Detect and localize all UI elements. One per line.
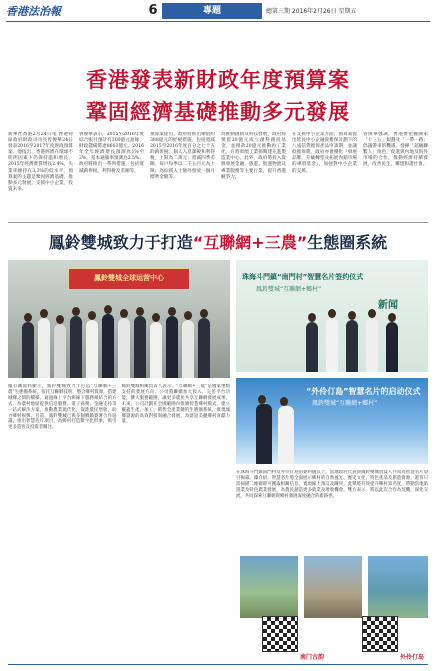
person-figure [166, 316, 178, 378]
person-figure [256, 404, 272, 464]
launch-ceremony-photo [236, 378, 428, 464]
article2-body [8, 384, 230, 662]
person-figure [86, 320, 98, 378]
article2-column: 據有關資料顯示，鳳鈴雙城致力于打造“互聯網+三農”生態圈系統，依托互聯網技術，整合鄉村資源，搭建城鄉之間的橋樑。通過線上平台與線下服務相結合的方式，為農村地區提供信息服務、電子商務、金融支持等一站式解決方案，推動農業現代化，促進農民增收，助力鄉村振興。目前，鳳鈴雙城已與多個鄉鎮簽署合作協議，推出智慧名片項目，為鄉村打造數字化形象，吸引更多遊客及投資者關注。 [8, 384, 117, 431]
qr-code[interactable] [362, 616, 398, 652]
section-label: 專題 [162, 3, 262, 19]
qr-code[interactable] [262, 616, 298, 652]
person-figure [150, 322, 162, 378]
dateline: 總第三期 2016年2月26日 星期五 [266, 8, 357, 15]
article2-headline-highlight: “互聯網+三農” [192, 233, 308, 252]
person-figure [306, 322, 318, 372]
article2-headline-suffix: 生態圈系統 [307, 233, 388, 252]
group-photo [8, 260, 230, 378]
scenery-photo [304, 556, 362, 618]
photo-banner [68, 268, 190, 290]
person-figure [102, 314, 114, 378]
person-figure [346, 320, 358, 372]
launch-ceremony-subtitle: 鳳鈴雙城“互聯網+鄉村” [312, 400, 378, 407]
person-figure [38, 318, 50, 378]
signing-ceremony-tag: 新闻 [378, 300, 398, 311]
article1-headline-line2: 鞏固經濟基礎推動多元發展 [86, 100, 350, 124]
photo-banner-text: 鳳鈴雙城全球运营中心 [94, 274, 164, 282]
article2-right-column: 在珠海斗門鎮南門村及外伶仃島的簽約儀式上，當地政府代表與鳳鈴雙城負責人共同為智慧名片項目揭幕。據介紹，智慧名片將全面展示鄉村的自然風光、歷史文化、特色產品及旅遊資源，遊客只需掃描二維碼即可獲取相關信息，實現線上預訂及購買。此舉將有效提升鄉村知名度，帶動當地旅遊業及特色農業發展，為農民創造更多就業及增收機會。雙方表示，將以此次合作為契機，深化交流，共同探索互聯網與鄉村發展深度融合的新路徑。 [236, 470, 428, 499]
person-figure [22, 322, 34, 378]
page-header [0, 0, 436, 22]
article1-headline-line1: 香港發表新財政年度預算案 [86, 68, 350, 92]
article1-column: 曾俊華表示，2015至2016年度綜合賬目預計有300億元盈餘，財政儲備將達8603億元。2016年全年經濟增長預測為1%至2%，基本通脹率預測為2.5%。政府將推出一系列措施，包括寬減薪俸稅、利得稅及差餉等。 [79, 132, 144, 174]
person-figure [198, 318, 210, 378]
signing-ceremony-subtitle: 鳳鈴雙城“互聯網+鄉村” [256, 286, 322, 293]
article-divider [8, 222, 428, 223]
qr-label: 外伶仃岛 [400, 654, 425, 661]
person-figure [366, 318, 378, 372]
scenery-photo [240, 556, 298, 618]
person-figure [386, 322, 398, 372]
person-figure [54, 324, 66, 378]
person-figure [134, 316, 146, 378]
article1-column: 為推動創新及科技發展，政府將預留20億元成立創科創投基金，並撥款20億元推動再工業化，在將軍澳工業邨興建先進製造業中心。此外，政府將投入資源發展金融、旅遊、航運物流及專業服務等主要行業，提升香港競爭力。 [221, 132, 286, 180]
person-figure [118, 318, 130, 378]
article1-column: 預算案提出，政府將推出總值約388億元的紓緩措施，包括寬減2015至2016年度百分之七十五的薪俸稅、個人入息課稅和利得稅，上限為二萬元；寬減四季差餉，每戶每季以二千五百元為上限；為綜援人士額外發放一個月標準金額等。 [150, 132, 215, 180]
article1-column: 曾俊華強調，香港要把握國家「十三五」規劃及「一帶一路」倡議帶來的機遇，發揮「超級聯繫人」角色，促進與內地及海外市場的合作，推動經濟持續發展，改善民生，構建和諧社會。 [363, 132, 428, 168]
launch-ceremony-title: “外伶仃島”智慧名片的启动仪式 [306, 387, 421, 396]
article2-headline [0, 230, 436, 253]
page-number: 6 [144, 2, 162, 20]
masthead-logo: 香港法治報 [6, 5, 61, 18]
scenery-photo [368, 556, 428, 618]
signing-ceremony-photo [236, 260, 428, 372]
article1-body [8, 132, 428, 218]
signing-ceremony-title: 珠海斗門鎮“南門村”智慧名片签约仪式 [242, 273, 364, 281]
person-figure [182, 320, 194, 378]
footer-rule [8, 664, 428, 665]
header-rule [6, 21, 430, 22]
article2-column: 鳳鈴雙城相關負責人表示，“互聯網+三農”是國家重點支持的發展方向，公司將繼續加大投入，完善平台功能，擴大服務範圍，讓更多農民共享互聯網發展成果。未來，公司計劃在全國範圍內推廣智慧鄉村模式，建立覆蓋生產、加工、銷售全產業鏈的生態圈系統，實現城鄉資源的高效對接與融合發展，為建設美麗鄉村貢獻力量。 [121, 384, 230, 425]
article2-headline-prefix: 鳳鈴雙城致力于打造 [48, 233, 193, 252]
article1-column: 新華社香港2月24日電 香港特區政府財政司司長曾俊華24日發表2016至2017年度財政預算案。他指出，香港經濟在環球不明朗因素下仍保持溫和增長，2015年經濟實質增長2.4%，失業率維持在3.3%的低水平。預算案的主題是鞏固經濟基礎，推動多元發展，支援中小企業，投資未來。 [8, 132, 73, 192]
article1-column: 在支援中小企業方面，預算案提出延長中小企融資擔保計劃下的八成信貸擔保產品申請期，並調低擔保費。政府亦會優化「發展品牌、升級轉型及拓展內銷市場的專項基金」，加強對中小企業的支援。 [292, 132, 357, 174]
qr-label: 南门古韵 [300, 654, 325, 661]
person-figure [326, 318, 338, 372]
person-figure [70, 316, 82, 378]
person-figure [278, 406, 294, 464]
